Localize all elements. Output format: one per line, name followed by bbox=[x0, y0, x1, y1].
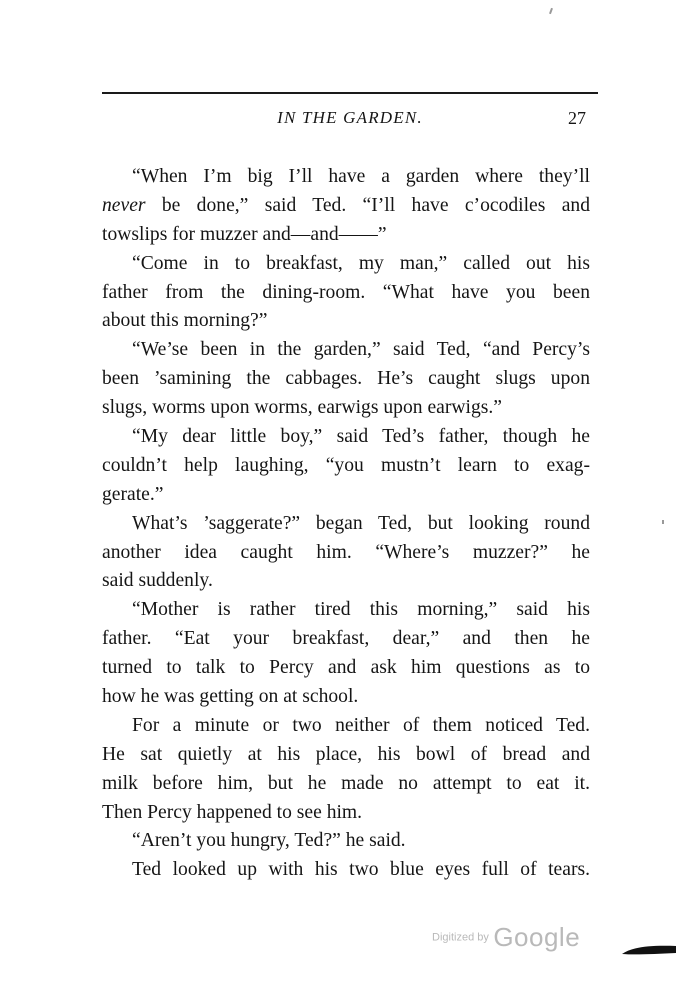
text-line: milk before him, but he made no attempt to eat it. bbox=[102, 772, 590, 794]
text-line: “When I’m big I’ll have a garden where they’ll bbox=[132, 166, 590, 187]
page-number: 27 bbox=[568, 108, 586, 128]
running-head bbox=[102, 106, 598, 134]
text-line: “We’se been in the garden,” said Ted, “and Percy’s bbox=[132, 339, 590, 361]
text-line: couldn’t help laughing, “you mustn’t learn to exag- bbox=[102, 454, 590, 476]
text-line: been ’samining the cabbages. He’s caught slugs upon bbox=[102, 368, 590, 390]
page-speck bbox=[662, 520, 664, 524]
text-line: “Come in to breakfast, my man,” called out his bbox=[132, 252, 590, 274]
text-line: slugs, worms upon worms, earwigs upon earwigs.” bbox=[102, 397, 502, 419]
text-line: Ted looked up with his two blue eyes full of tears. bbox=[132, 859, 590, 881]
line-text: be done,” said Ted. “I’ll have c’ocodiles and bbox=[145, 194, 590, 216]
text-line: said suddenly. bbox=[102, 570, 213, 592]
text-line: father from the dining-room. “What have you been bbox=[102, 281, 590, 303]
text-line: “My dear little boy,” said Ted’s father, though he bbox=[132, 426, 590, 448]
text-line: He sat quietly at his place, his bowl of bread and bbox=[102, 743, 590, 765]
page-speck bbox=[549, 8, 553, 14]
text-line: What’s ’saggerate?” began Ted, but looking round bbox=[132, 512, 590, 534]
text-line: towslips for muzzer and—and——” bbox=[102, 223, 387, 245]
emphasis-word: never bbox=[102, 194, 146, 216]
google-logo-text: Google bbox=[493, 922, 581, 952]
text-line: Then Percy happened to see him. bbox=[102, 801, 363, 823]
text-line: father. “Eat your breakfast, dear,” and then he bbox=[102, 628, 590, 650]
text-line: “Aren’t you hungry, Ted?” he said. bbox=[132, 830, 406, 852]
running-title: IN THE GARDEN. bbox=[277, 108, 423, 127]
text-line: “Mother is rather tired this morning,” said his bbox=[132, 599, 590, 621]
digitized-watermark bbox=[432, 922, 580, 953]
text-line: another idea caught him. “Where’s muzzer?” he bbox=[102, 541, 590, 563]
ink-smudge-mark bbox=[620, 943, 677, 957]
text-line: gerate.” bbox=[102, 483, 164, 505]
text-line: about this morning?” bbox=[102, 310, 268, 332]
text-line: how he was getting on at school. bbox=[102, 686, 359, 708]
watermark-prefix: Digitized by bbox=[432, 931, 489, 944]
body-text bbox=[102, 163, 590, 885]
text-line bbox=[102, 192, 590, 221]
header-rule bbox=[102, 92, 598, 94]
text-line: turned to talk to Percy and ask him questions as to bbox=[102, 657, 590, 679]
text-line: For a minute or two neither of them noticed Ted. bbox=[132, 714, 590, 736]
